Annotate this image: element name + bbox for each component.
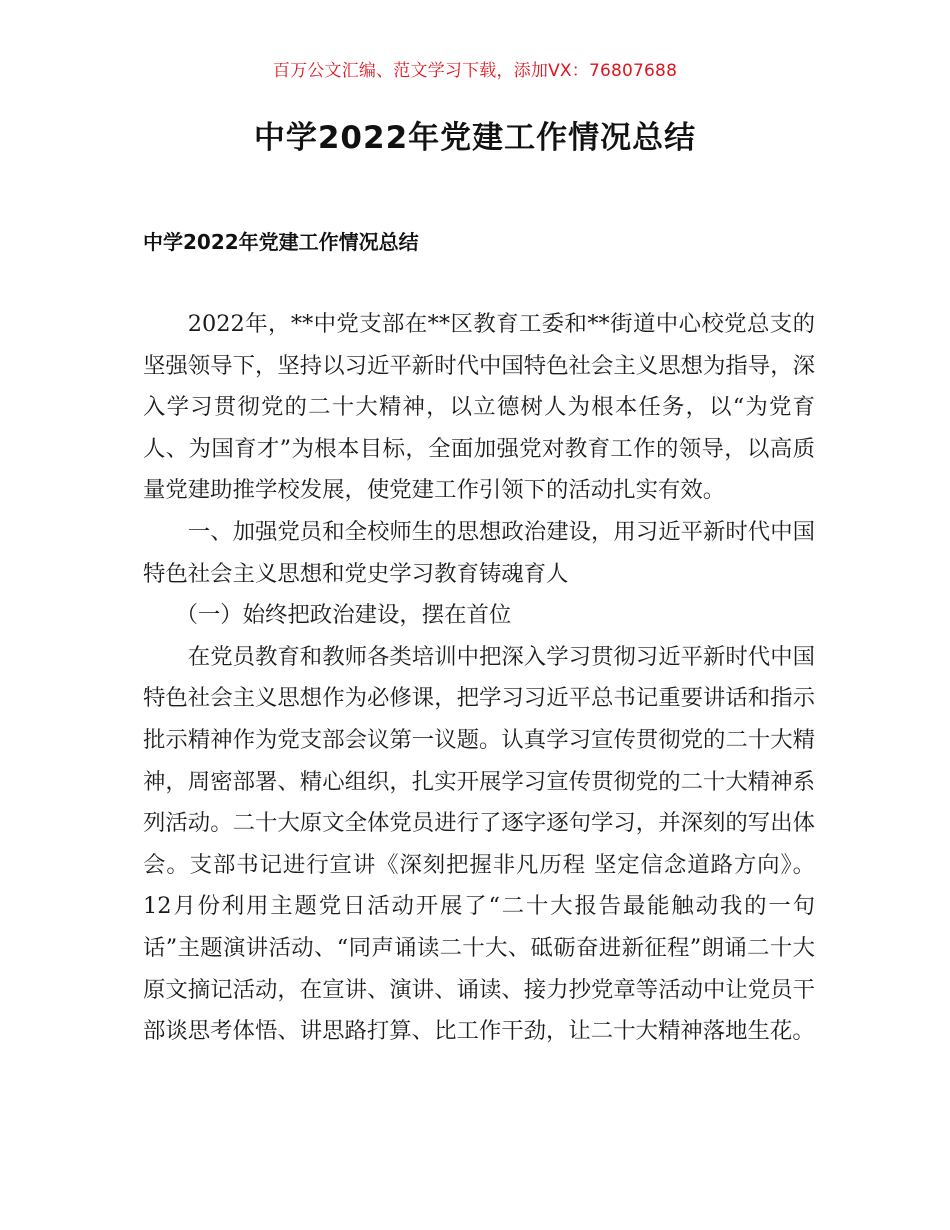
document-subtitle: 中学2022年党建工作情况总结 — [143, 230, 419, 254]
document-body — [143, 304, 815, 1053]
watermark-text: 百万公文汇编、范文学习下载，添加VX：76807688 — [272, 61, 678, 81]
document-title: 中学2022年党建工作情况总结 — [253, 120, 697, 156]
section-heading-1: 一、加强党员和全校师生的思想政治建设，用习近平新时代中国特色社会主义思想和党史学习教育铸魂育人 — [143, 518, 815, 587]
body-paragraph-1: 在党员教育和教师各类培训中把深入学习贯彻习近平新时代中国特色社会主义思想作为必修课，把学习习近平总书记重要讲话和指示批示精神作为党支部会议第一议题。认真学习宣传贯彻党的二十大精神，周密部署、精心组织，扎实开展学习宣传贯彻党的二十大精神系列活动。二十大原文全体党员进行了逐字逐句学习，并深刻的写出体会。支部书记进行宣讲《深刻把握非凡历程 坚定信念道路方向》。12月份利用主题党日活动开展了“二十大报告最能触动我的一句话”主题演讲活动、“同声诵读二十大、砥砺奋进新征程”朗诵二十大原文摘记活动，在宣讲、演讲、诵读、接力抄党章等活动中让党员干部谈思考体悟、讲思路打算、比工作干劲，让二十大精神落地生花。 — [143, 643, 815, 1045]
body-paragraph-intro: 2022年，**中党支部在**区教育工委和**街道中心校党总支的坚强领导下，坚持以习近平新时代中国特色社会主义思想为指导，深入学习贯彻党的二十大精神，以立德树人为根本任务，以“为党育人、为国育才”为根本目标，全面加强党对教育工作的领导，以高质量党建助推学校发展，使党建工作引领下的活动扎实有效。 — [143, 311, 815, 504]
subsection-heading-1: （一）始终把政治建设，摆在首位 — [175, 602, 512, 629]
